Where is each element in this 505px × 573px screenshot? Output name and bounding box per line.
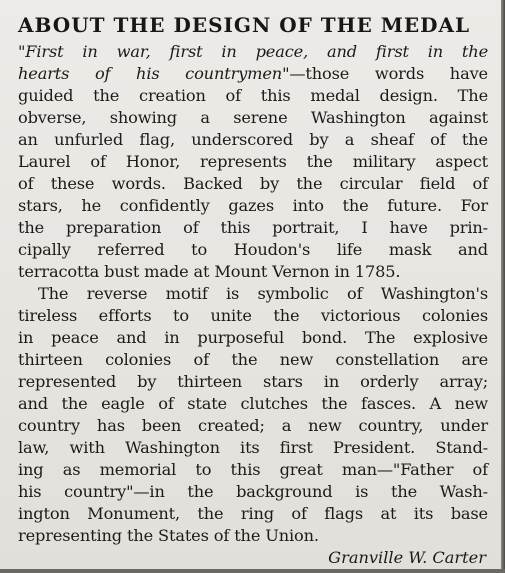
line-text: an unfurled flag, underscored by a sheaf of the <box>18 130 488 149</box>
paragraph-reverse <box>18 283 488 547</box>
text-line: ington Monument, the ring of flags at its base <box>18 504 488 523</box>
text-line: represented by thirteen stars in orderly array; <box>18 372 488 391</box>
quotation: "First in war, first in peace, and first in the <box>18 42 488 61</box>
text-line <box>18 173 488 195</box>
text-line: The reverse motif is symbolic of Washington's <box>38 284 488 303</box>
text-line: law, with Washington its first President. Stand- <box>18 438 488 457</box>
text-line: his country"—in the background is the Wash- <box>18 482 488 501</box>
line-text: cipally referred to Houdon's life mask and <box>18 240 488 259</box>
line-text: guided the creation of this medal design. The <box>18 86 488 105</box>
quotation: hearts of his countrymen" <box>18 64 290 83</box>
text-line <box>18 261 488 283</box>
line-text: —those words have <box>289 64 488 83</box>
page-edge-shadow <box>501 0 505 573</box>
line-text: obverse, showing a serene Washington against <box>18 108 488 127</box>
text-line: tireless efforts to unite the victorious colonies <box>18 306 488 325</box>
line-text: of these words. Backed by the circular field of <box>18 174 488 193</box>
author-signature: Granville W. Carter <box>328 548 486 567</box>
text-line: in peace and in purposeful bond. The explosive <box>18 328 488 347</box>
text-line <box>18 85 488 107</box>
text-line: ing as memorial to this great man—"Father of <box>18 460 488 479</box>
text-line <box>18 129 488 151</box>
line-text: stars, he confidently gazes into the future. For <box>18 196 488 215</box>
line-text: Laurel of Honor, represents the military aspect <box>18 152 488 171</box>
text-line <box>18 107 488 129</box>
text-line: thirteen colonies of the new constellation are <box>18 350 488 369</box>
article-title: ABOUT THE DESIGN OF THE MEDAL <box>18 13 471 37</box>
text-line: and the eagle of state clutches the fasces. A new <box>18 394 488 413</box>
text-line <box>18 239 488 261</box>
text-line <box>18 217 488 239</box>
page-bottom-edge <box>0 569 505 573</box>
text-line <box>18 63 488 85</box>
line-text: terracotta bust made at Mount Vernon in 1785. <box>18 262 401 281</box>
text-line <box>18 195 488 217</box>
text-line <box>18 41 488 63</box>
line-text: the preparation of this portrait, I have prin- <box>18 218 488 237</box>
article <box>18 10 488 569</box>
paragraph-obverse <box>18 41 488 283</box>
text-line: country has been created; a new country, under <box>18 416 488 435</box>
text-line: representing the States of the Union. <box>18 526 319 545</box>
text-line <box>18 151 488 173</box>
